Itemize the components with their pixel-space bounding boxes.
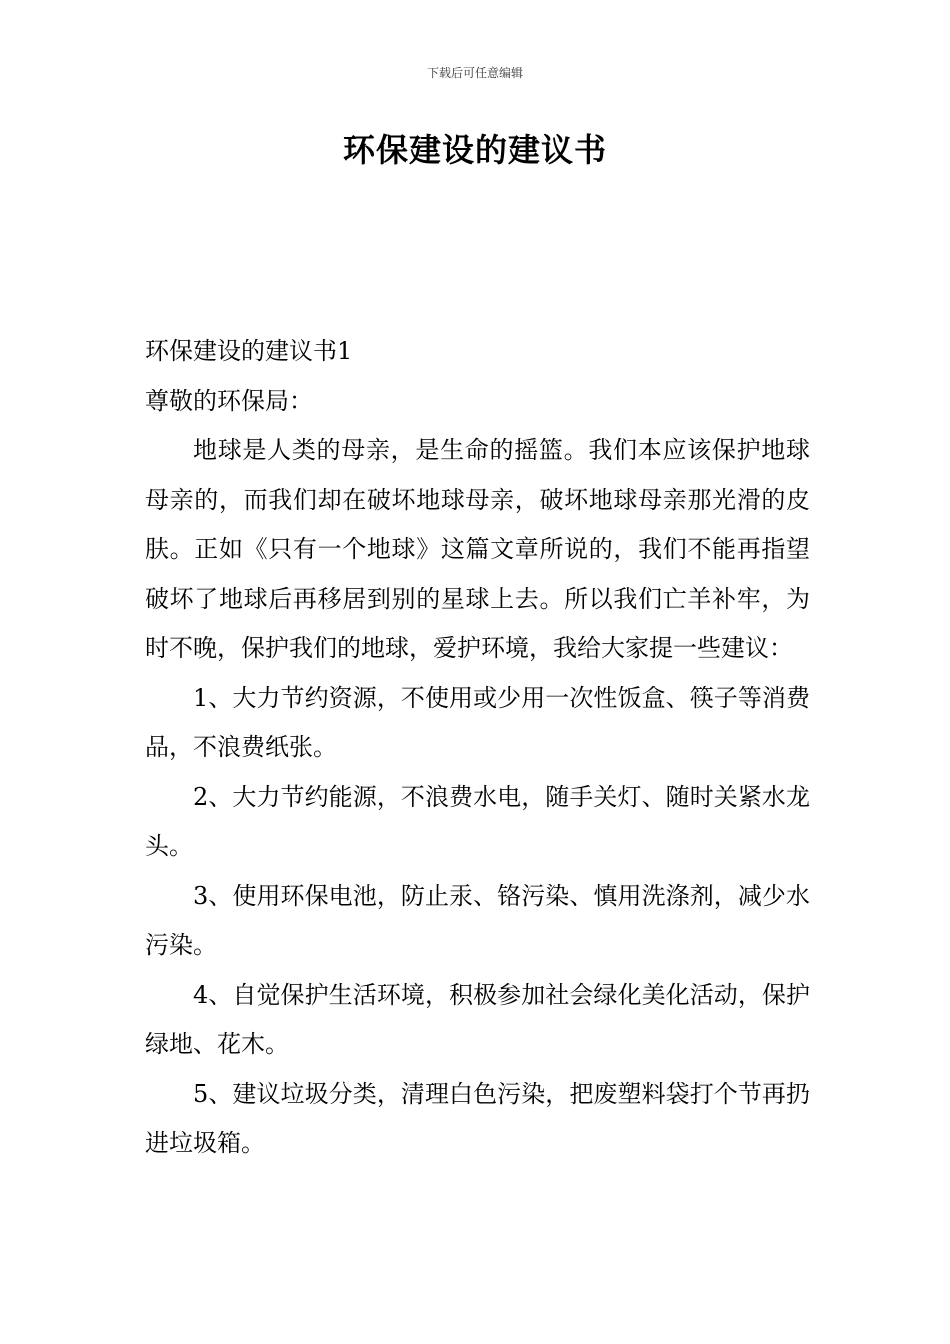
document-title: 环保建设的建议书 — [342, 131, 607, 169]
section-heading: 环保建设的建议书1 — [145, 337, 353, 365]
suggestion-item-5: 5、建议垃圾分类，清理白色污染，把废塑料袋打个节再扔进垃圾箱。 — [145, 1079, 810, 1157]
suggestion-item-2: 2、大力节约能源，不浪费水电，随手关灯、随时关紧水龙头。 — [145, 782, 810, 860]
suggestion-item-1: 1、大力节约资源，不使用或少用一次性饭盒、筷子等消费品，不浪费纸张。 — [145, 683, 810, 761]
salutation: 尊敬的环保局： — [145, 386, 313, 415]
document-body — [145, 327, 810, 1169]
suggestion-item-4: 4、自觉保护生活环境，积极参加社会绿化美化活动，保护绿地、花木。 — [145, 980, 810, 1058]
header-note: 下载后可任意编辑 — [426, 66, 523, 80]
suggestion-item-3: 3、使用环保电池，防止汞、铬污染、慎用洗涤剂，减少水污染。 — [145, 881, 810, 959]
intro-paragraph: 地球是人类的母亲，是生命的摇篮。我们本应该保护地球母亲的，而我们却在破坏地球母亲，破坏地球母亲那光滑的皮肤。正如《只有一个地球》这篇文章所说的，我们不能再指望破坏了地球后再移居到别的星球上去。所以我们亡羊补牢，为时不晚，保护我们的地球，爱护环境，我给大家提一些建议： — [145, 436, 810, 662]
